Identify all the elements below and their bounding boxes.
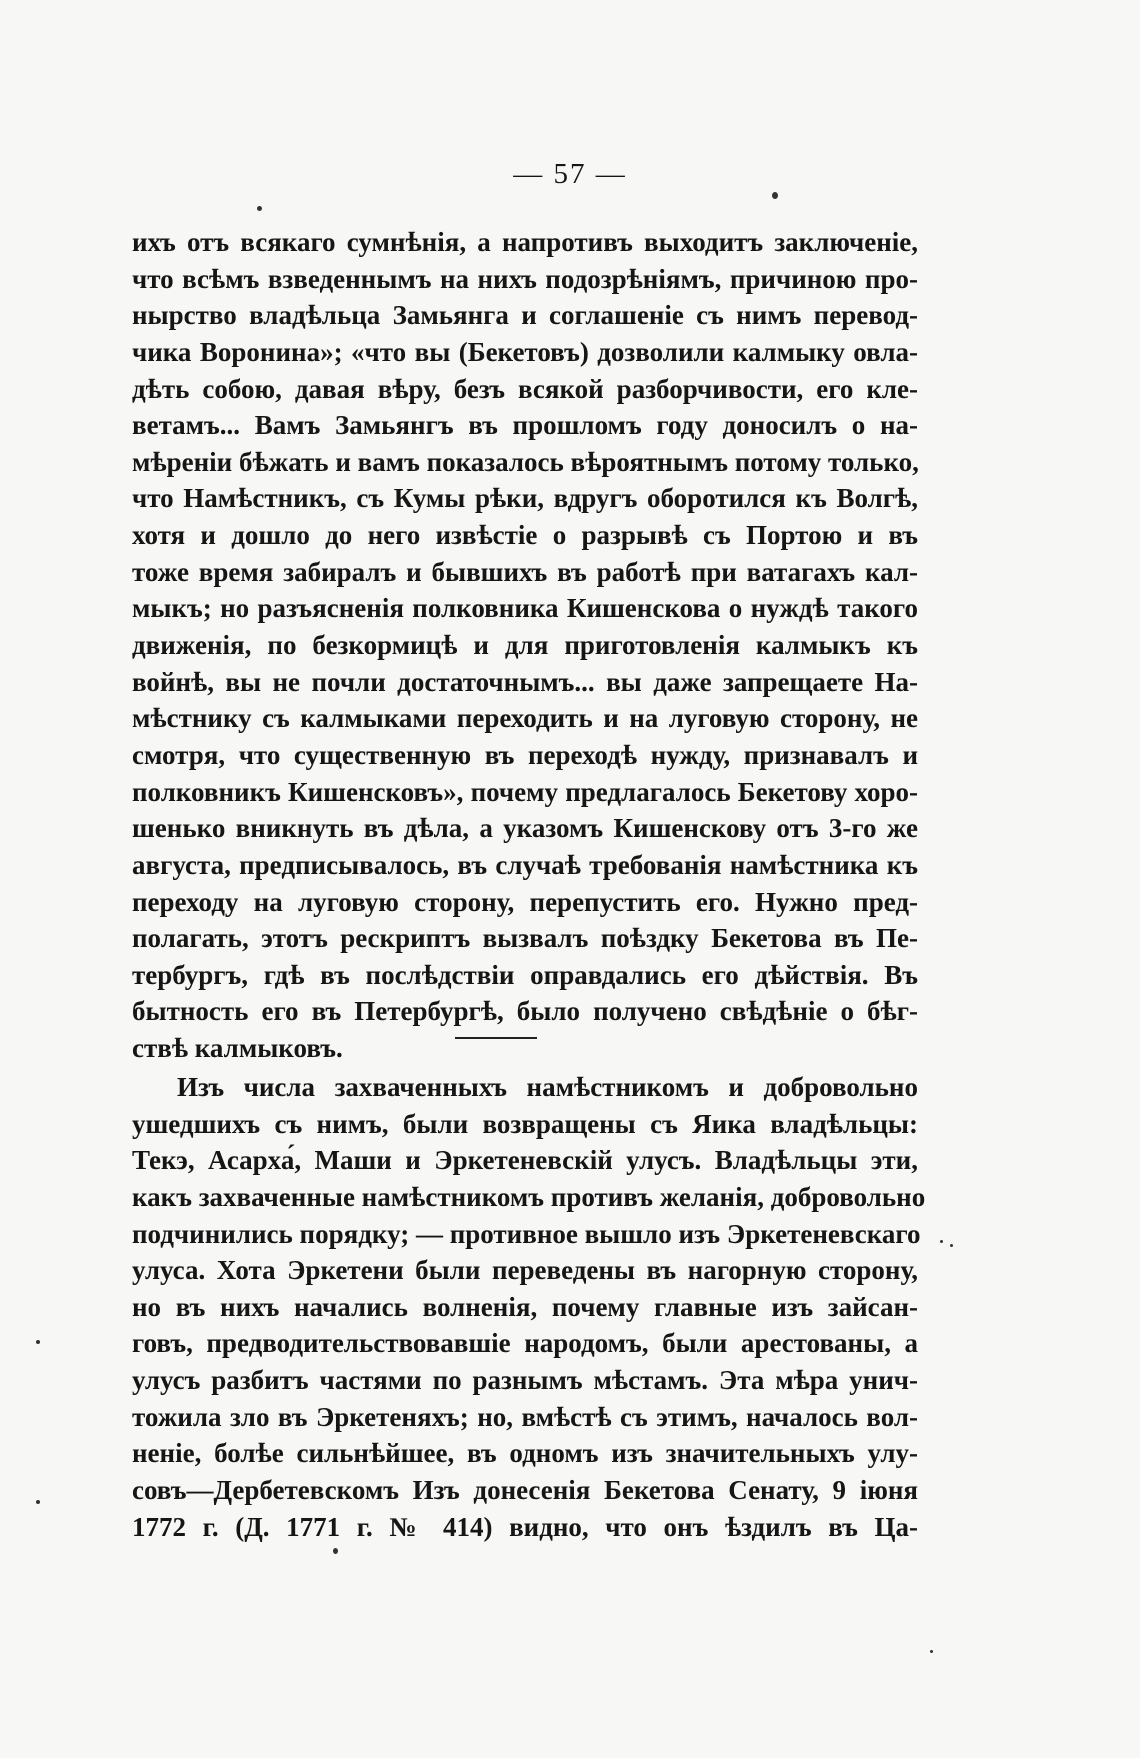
text-line: но въ нихъ начались волненія, почему главные изъ зайсан- (132, 1291, 918, 1322)
text-line: ихъ отъ всякаго сумнѣнія, а напротивъ выходитъ заключеніе, (132, 227, 918, 257)
text-line: улусъ разбитъ частями по разнымъ мѣстамъ. Эта мѣра унич- (132, 1365, 918, 1396)
text-line: мѣреніи бѣжать и вамъ показалось вѣроятнымъ потому только, (132, 446, 919, 477)
scan-speck (950, 1244, 953, 1247)
text-line: 1772 г. (Д. 1771 г. № 414) видно, что онъ ѣздилъ въ Ца- (132, 1511, 918, 1542)
text-line: Текэ, Асарха́, Маши и Эркетеневскій улусъ. Владѣльцы эти, (132, 1145, 918, 1176)
text-line: что Намѣстникъ, съ Кумы рѣки, вдругъ оборотился къ Волгѣ, (132, 483, 918, 514)
scan-speck (930, 1650, 933, 1653)
paragraph-2 (132, 1069, 926, 1545)
text-line: нырство владѣльца Замьянга и соглашеніе съ нимъ перевод- (132, 300, 918, 331)
text-line: ствѣ калмыковъ. (132, 1033, 343, 1064)
text-line: войнѣ, вы не почли достаточнымъ... вы даже запрещаете На- (132, 666, 918, 697)
text-line: мыкъ; но разъясненія полковника Кишенскова о нуждѣ такого (132, 593, 918, 624)
text-line: подчинились порядку; — противное вышло изъ Эркетеневскаго (132, 1218, 921, 1249)
text-line: августа, предписывалось, въ случаѣ требованія намѣстника къ (132, 849, 918, 880)
text-line: хотя и дошло до него извѣстіе о разрывѣ съ Портою и въ (132, 520, 918, 551)
text-line: ушедшихъ съ нимъ, были возвращены съ Яика владѣльцы: (132, 1108, 918, 1139)
text-line: говъ, предводительствовавшіе народомъ, были арестованы, а (132, 1328, 918, 1359)
text-line: тербургъ, гдѣ въ послѣдствіи оправдались его дѣйствія. Въ (132, 959, 918, 990)
text-line: дѣть собою, давая вѣру, безъ всякой разборчивости, его кле- (132, 373, 918, 404)
scan-speck (36, 1340, 40, 1344)
paragraph-1 (132, 224, 918, 1067)
scan-speck (36, 1500, 40, 1504)
text-line: неніе, болѣе сильнѣйшее, въ одномъ изъ значительныхъ улу- (132, 1438, 918, 1469)
text-line: полковникъ Кишенсковъ», почему предлагалось Бекетову хоро- (132, 776, 918, 807)
page-number: — 57 — (513, 158, 627, 190)
text-line: переходу на луговую сторону, перепустить его. Нужно пред- (132, 886, 918, 917)
text-line: смотря, что существенную въ переходѣ нужду, признавалъ и (132, 739, 918, 770)
text-line: бытность его въ Петербургѣ, было получено свѣдѣніе о бѣг- (132, 996, 918, 1027)
scan-speck (772, 192, 778, 199)
text-line: шенько вникнуть въ дѣла, а указомъ Кишенскову отъ 3-го же (132, 813, 918, 844)
text-line: чика Воронина»; «что вы (Бекетовъ) дозволили калмыку овла- (132, 336, 918, 367)
section-divider (455, 1037, 537, 1039)
text-line: мѣстнику съ калмыками переходить и на луговую сторону, не (132, 703, 918, 734)
text-line: какъ захваченные намѣстникомъ противъ желанія, добровольно (132, 1181, 926, 1212)
text-line: что всѣмъ взведеннымъ на нихъ подозрѣніямъ, причиною про- (132, 263, 918, 294)
text-line: совъ—Дербетевскомъ Изъ донесенія Бекетова Сенату, 9 іюня (132, 1475, 918, 1506)
text-line: полагать, этотъ рескриптъ вызвалъ поѣздку Бекетова въ Пе- (132, 923, 918, 954)
text-line: тоже время забиралъ и бывшихъ въ работѣ при ватагахъ кал- (132, 556, 918, 587)
text-line: тожила зло въ Эркетеняхъ; но, вмѣстѣ съ этимъ, началось вол- (132, 1401, 918, 1432)
text-line: улуса. Хота Эркетени были переведены въ нагорную сторону, (132, 1255, 918, 1286)
text-line: движенія, по безкормицѣ и для приготовленія калмыкъ къ (132, 630, 918, 661)
text-line: Изъ числа захваченныхъ намѣстникомъ и добровольно (177, 1072, 918, 1102)
text-line: ветамъ... Вамъ Замьянгъ въ прошломъ году доносилъ о на- (132, 410, 918, 441)
scan-speck (257, 206, 262, 211)
scan-speck (333, 1548, 338, 1554)
scan-speck (940, 1240, 943, 1243)
